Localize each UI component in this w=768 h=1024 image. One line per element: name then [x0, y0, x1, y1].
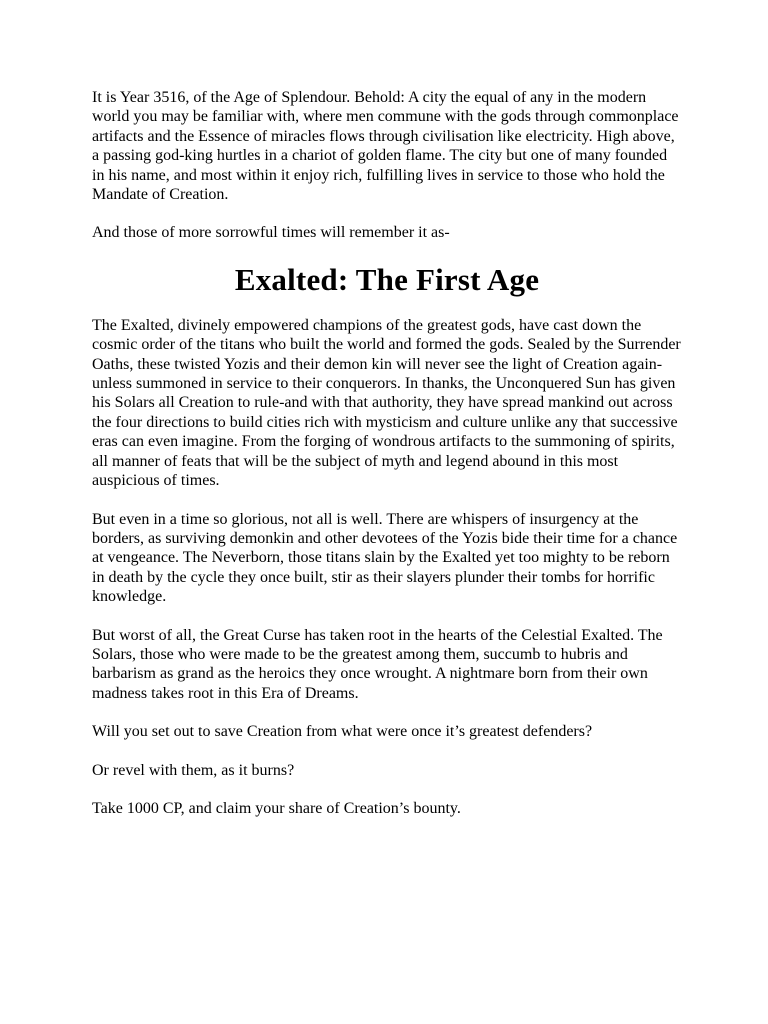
closing-line: Take 1000 CP, and claim your share of Creation’s bounty. [92, 799, 461, 817]
document-title: Exalted: The First Age [234, 261, 540, 297]
question-line: Will you set out to save Creation from what were once it’s greatest defenders? [92, 723, 593, 741]
document-body [92, 88, 682, 818]
body-paragraph-2: But even in a time so glorious, not all is well. There are whispers of insurgency at the borders, as surviving demonkin and other devotees of the Yozis bide their time for a chance at vengeance. The Neverborn, those titans slain by the Exalted yet too mighty to be reborn in death by the cycle they once built, stir as their slayers plunder their tombs for horrific knowledge. [92, 510, 678, 606]
body-paragraph-3: But worst of all, the Great Curse has taken root in the hearts of the Celestial Exalted. The Solars, those who were made to be the greatest among them, succumb to hubris and barbarism as grand as the heroics they once wrought. A nightmare born from their own madness takes root in this Era of Dreams. [92, 626, 663, 702]
body-paragraph-1: The Exalted, divinely empowered champions of the greatest gods, have cast down the cosmic order of the titans who built the world and formed the gods. Sealed by the Surrender Oaths, these twisted Yozis and their demon kin will never see the light of Creation again-unless summoned in service to their conquerors. In thanks, the Unconquered Sun has given his Solars all Creation to rule-and with that authority, they have spread mankind out across the four directions to build cities rich with mysticism and culture unlike any that successive eras can even imagine. From the forging of wondrous artifacts to the summoning of spirits, all manner of feats that will be the subject of myth and legend abound in this most auspicious of times. [92, 316, 681, 490]
intro-paragraph: It is Year 3516, of the Age of Splendour. Behold: A city the equal of any in the modern world you may be familiar with, where men commune with the gods through commonplace artifacts and the Essence of miracles flows through civilisation like electricity. High above, a passing god-king hurtles in a chariot of golden flame. The city but one of many founded in his name, and most within it enjoy rich, fulfilling lives in service to those who hold the Mandate of Creation. [92, 89, 679, 204]
transition-line: And those of more sorrowful times will remember it as- [92, 224, 450, 242]
alternative-line: Or revel with them, as it burns? [92, 761, 295, 779]
